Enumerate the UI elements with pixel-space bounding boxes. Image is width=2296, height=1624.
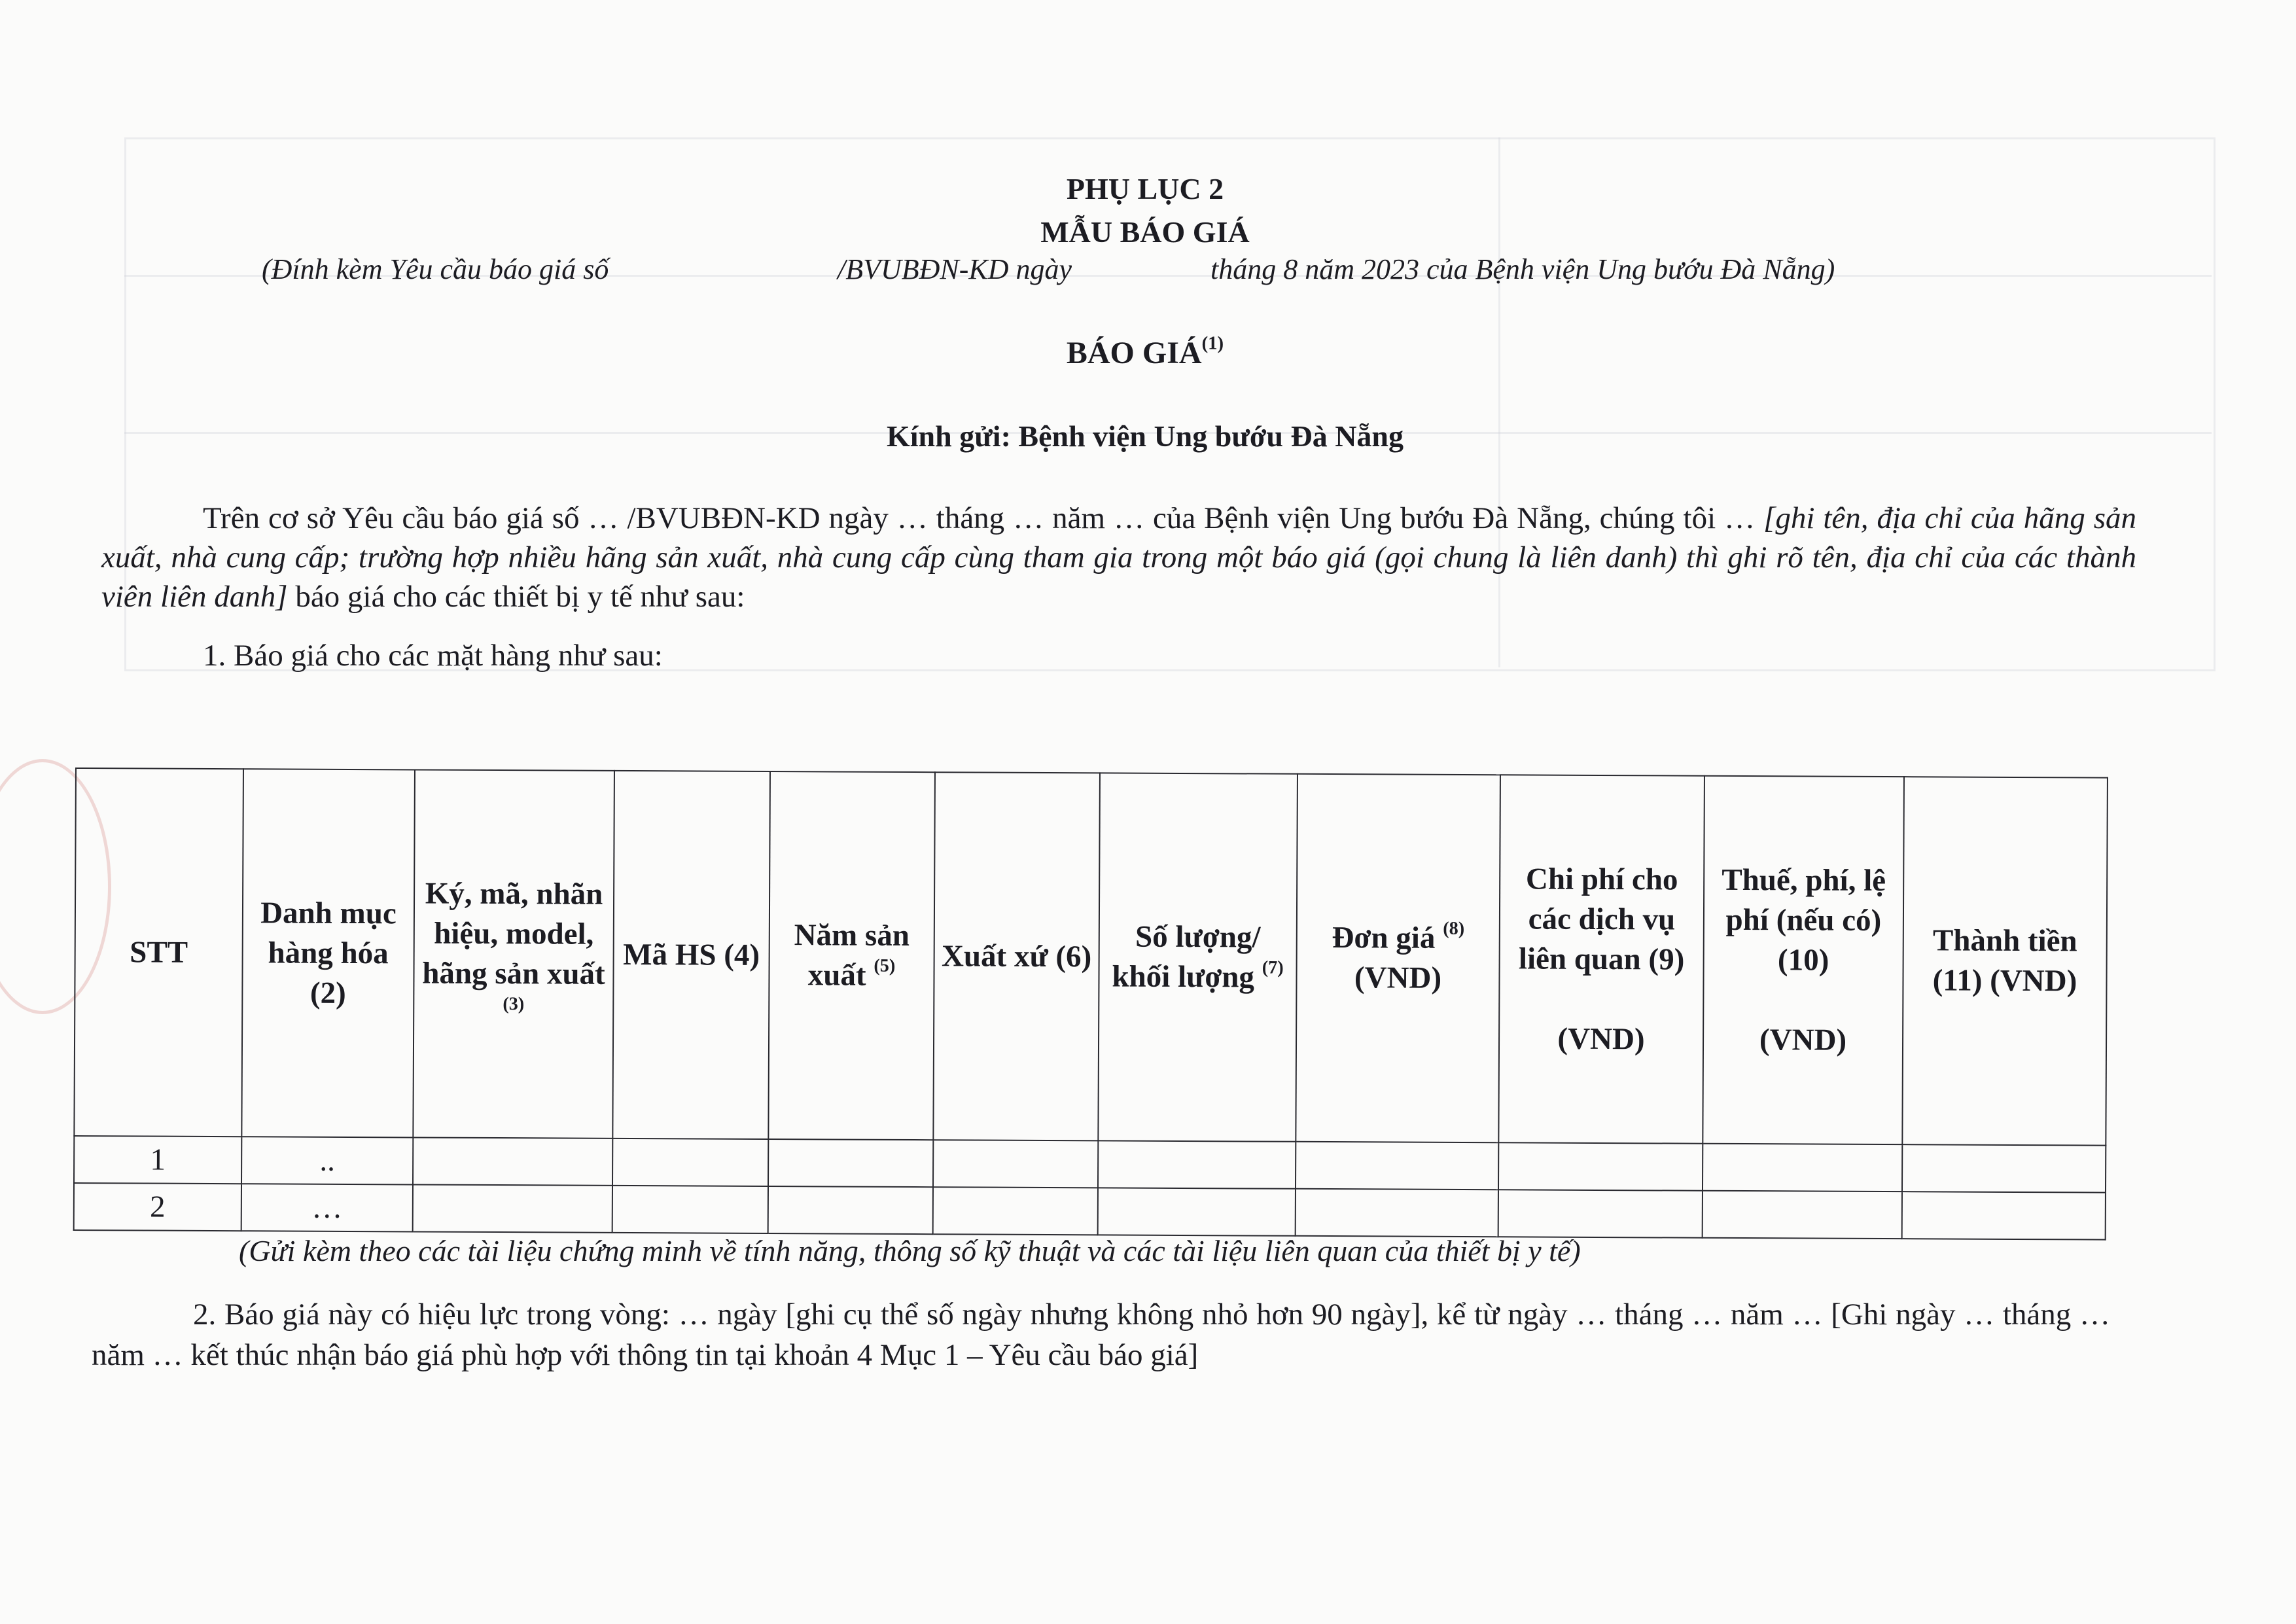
attachment-note-part2: /BVUBĐN-KD ngày <box>838 253 1072 285</box>
col-header-text: STT <box>130 934 188 970</box>
cell <box>1098 1140 1296 1188</box>
intro-italic-instruction: [ghi tên, địa chỉ của hãng sản xuất, nhà cung cấp; trường hợp nhiều hãng sản xuất, nhà cung cấp cùng tham gia trong một báo giá (gọi chung là liên danh) thì ghi rõ tên, địa chỉ của các thành viên liên danh] <box>101 501 2136 614</box>
col-header-hs-code <box>612 771 770 1139</box>
cell <box>1703 1144 1902 1192</box>
cell <box>1902 1192 2106 1239</box>
cell-item: … <box>241 1184 413 1231</box>
cell <box>1098 1188 1296 1235</box>
attachment-note-part3: tháng 8 năm 2023 của Bệnh viện Ung bướu Đà Nẵng) <box>1210 253 1835 285</box>
col-header-service-cost <box>1498 775 1704 1143</box>
appendix-title: PHỤ LỤC 2 <box>1066 172 1224 205</box>
col-header-footnote: (7) <box>1262 957 1284 978</box>
col-header-taxes <box>1703 776 1904 1144</box>
cell <box>1296 1142 1498 1190</box>
col-header-text: Danh mục hàng hóa (2) <box>260 895 397 1010</box>
col-header-stt <box>74 768 243 1137</box>
cell-item: .. <box>241 1137 413 1184</box>
cell <box>933 1187 1098 1235</box>
cell-stt: 1 <box>74 1136 241 1184</box>
col-header-text: Mã HS (4) <box>623 937 760 972</box>
cell <box>612 1139 768 1186</box>
col-header-brand-model <box>413 769 614 1138</box>
table-header-row <box>74 768 2108 1146</box>
item-1-heading: 1. Báo giá cho các mặt hàng như sau: <box>203 639 663 673</box>
intro-text: Trên cơ sở Yêu cầu báo giá số … /BVUBĐN-KD ngày … tháng … năm … của Bệnh viện Ung bướu Đà Nẵng, chúng tôi … <box>203 501 1764 535</box>
attachment-note-part1: (Đính kèm Yêu cầu báo giá số <box>262 253 609 285</box>
col-header-total <box>1902 777 2108 1145</box>
col-header-unit: (VND) <box>1759 1022 1847 1057</box>
quote-title-footnote: (1) <box>1201 332 1224 354</box>
cell <box>1902 1144 2106 1192</box>
col-header-text: Ký, mã, nhãn hiệu, model, hãng sản xuất <box>422 876 605 991</box>
col-header-unit-price <box>1296 774 1500 1142</box>
cell <box>413 1184 612 1232</box>
col-header-footnote: (5) <box>874 955 896 976</box>
col-header-text: Năm sản xuất <box>794 918 910 993</box>
cell <box>413 1137 612 1185</box>
cell <box>1296 1189 1498 1237</box>
cell <box>1498 1142 1703 1190</box>
table-row <box>74 1183 2106 1240</box>
col-header-text: Xuất xứ (6) <box>941 938 1092 974</box>
cell <box>612 1186 768 1233</box>
cell <box>1703 1191 1902 1239</box>
item-2-paragraph: 2. Báo giá này có hiệu lực trong vòng: … ngày [ghi cụ thể số ngày nhưng không nhỏ hơn 90 ngày], kể từ ngày … tháng … năm … [Ghi ngày … tháng … năm … kết thúc nhận báo giá phù hợp với thông tin tại khoản 4 Mục 1 – Yêu cầu báo giá] <box>92 1297 2110 1372</box>
intro-paragraph <box>101 499 2136 616</box>
col-header-footnote: (3) <box>503 993 525 1015</box>
col-header-year <box>768 771 935 1140</box>
cell <box>933 1140 1098 1188</box>
col-header-item <box>241 769 415 1137</box>
col-header-unit: (VND) <box>1354 961 1442 995</box>
form-title: MẪU BÁO GIÁ <box>1040 215 1250 249</box>
attachment-requirement-note: (Gửi kèm theo các tài liệu chứng minh về tính năng, thông số kỹ thuật và các tài liệu liên quan của thiết bị y tế) <box>239 1234 1581 1267</box>
quote-table <box>73 768 2108 1241</box>
col-header-footnote: (8) <box>1443 918 1465 939</box>
quote-title <box>851 332 1439 371</box>
col-header-text: Thuế, phí, lệ phí (nếu có) (10) <box>1722 862 1886 978</box>
cell <box>1498 1190 1703 1237</box>
intro-tail: báo giá cho các thiết bị y tế như sau: <box>287 580 745 614</box>
col-header-text: Đơn giá <box>1332 921 1436 955</box>
col-header-origin <box>933 772 1100 1140</box>
recipient-line: Kính gửi: Bệnh viện Ung bướu Đà Nẵng <box>886 419 1404 453</box>
cell <box>768 1139 933 1187</box>
col-header-text: Thành tiền (11) (VND) <box>1932 923 2077 998</box>
cell <box>768 1186 933 1234</box>
col-header-text: Chi phí cho các dịch vụ liên quan (9) <box>1518 861 1685 977</box>
col-header-unit: (VND) <box>1557 1021 1645 1056</box>
cell-stt: 2 <box>74 1183 241 1231</box>
col-header-quantity <box>1098 773 1298 1141</box>
col-header-text: Số lượng/ khối lượng <box>1112 919 1261 995</box>
quote-title-text: BÁO GIÁ <box>1066 336 1202 370</box>
